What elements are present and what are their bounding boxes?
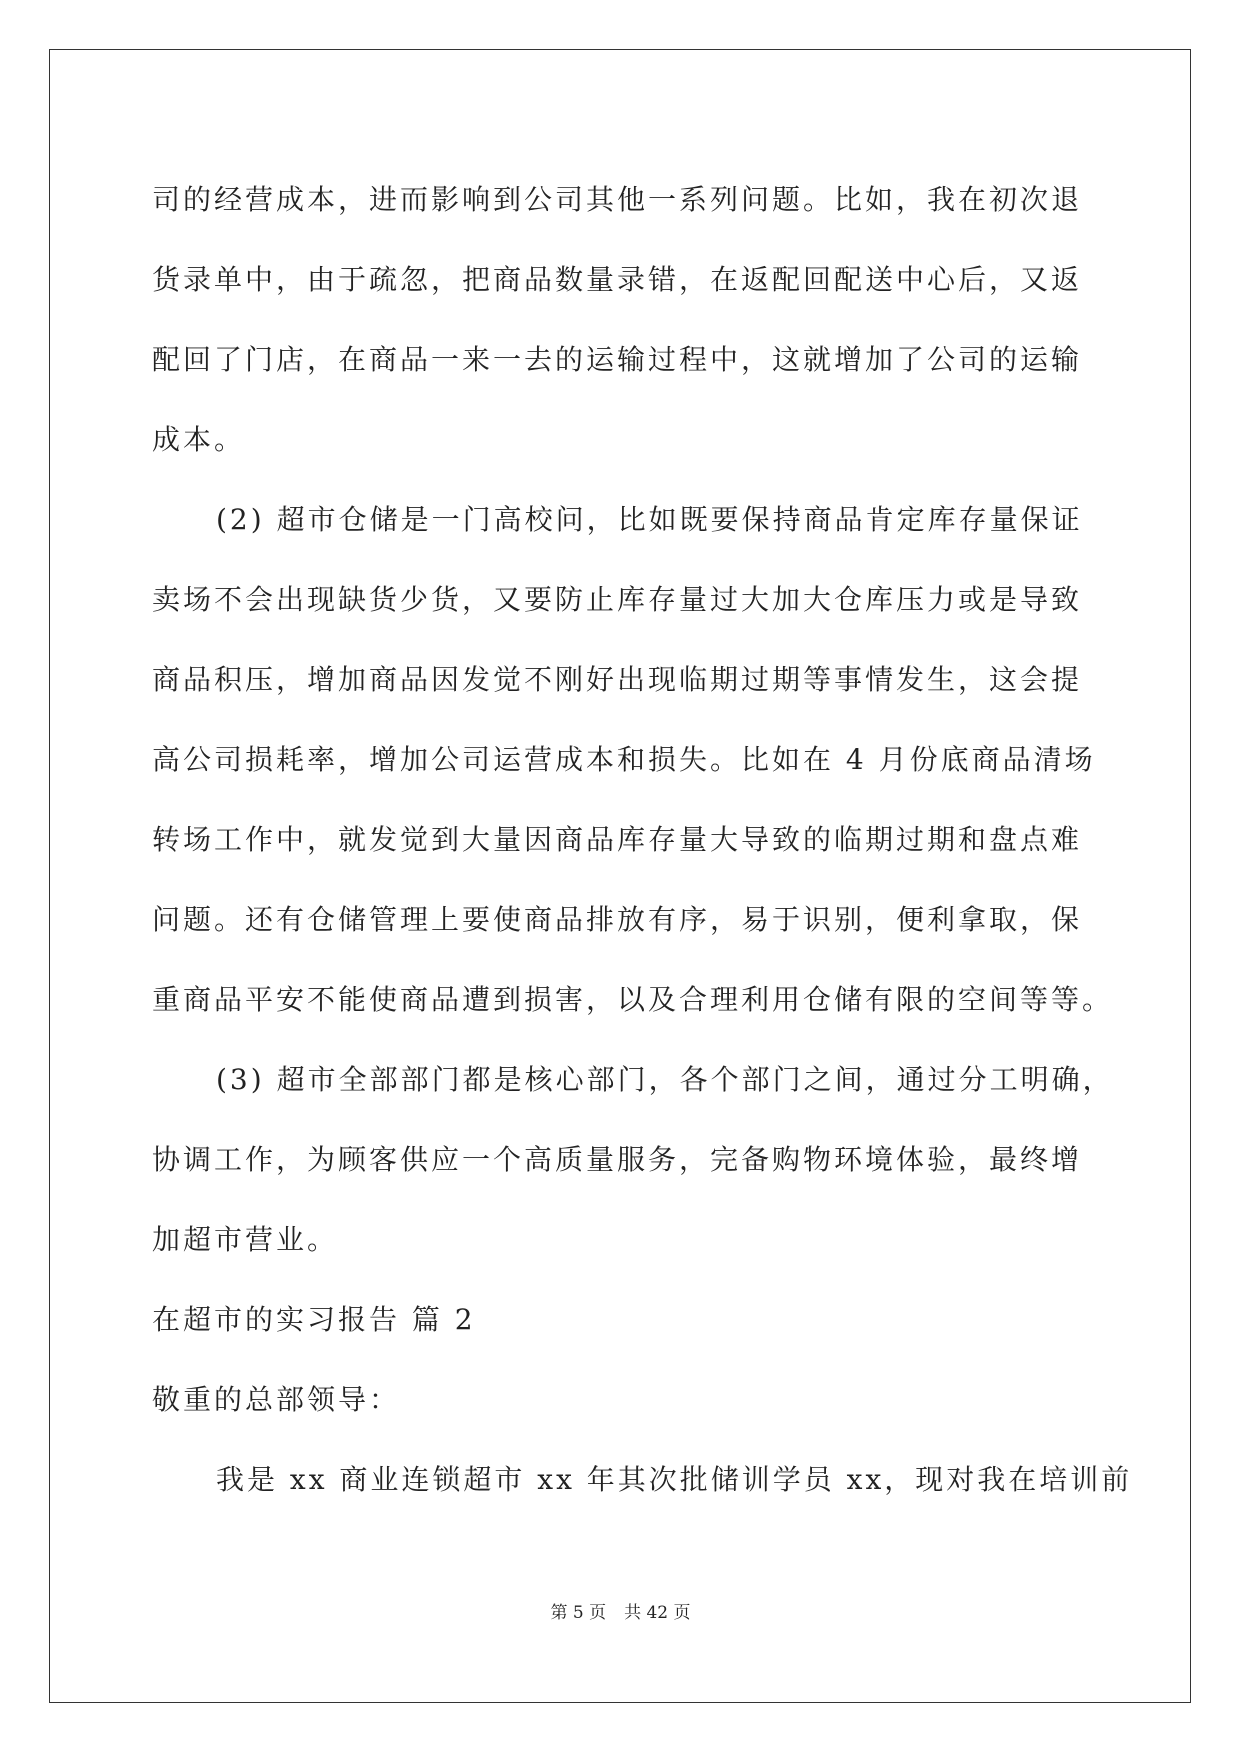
text-line-2: 货录单中，由于疏忽，把商品数量录错，在返配回配送中心后，又返 — [152, 263, 1083, 296]
text-line-14: 加超市营业。 — [152, 1223, 339, 1256]
page-number: 第 5 页 — [550, 1603, 607, 1623]
salutation: 敬重的总部领导： — [152, 1383, 401, 1416]
page-total: 共 42 页 — [624, 1603, 691, 1623]
text-line-8: 高公司损耗率，增加公司运营成本和损失。比如在 4 月份底商品清场 — [152, 743, 1096, 776]
text-line-9: 转场工作中，就发觉到大量因商品库存量大导致的临期过期和盘点难 — [152, 823, 1083, 856]
text-line-1: 司的经营成本，进而影响到公司其他一系列问题。比如，我在初次退 — [152, 183, 1083, 216]
text-line-13: 协调工作，为顾客供应一个高质量服务，完备购物环境体验，最终增 — [152, 1143, 1083, 1176]
text-line-12: (3) 超市全部部门都是核心部门，各个部门之间，通过分工明确， — [216, 1063, 1114, 1096]
text-line-5: (2) 超市仓储是一门高校问，比如既要保持商品肯定库存量保证 — [216, 503, 1083, 536]
text-line-10: 问题。还有仓储管理上要使商品排放有序，易于识别，便利拿取，保 — [152, 903, 1083, 936]
text-line-7: 商品积压，增加商品因发觉不刚好出现临期过期等事情发生，这会提 — [152, 663, 1083, 696]
text-line-3: 配回了门店，在商品一来一去的运输过程中，这就增加了公司的运输 — [152, 343, 1083, 376]
text-line-4: 成本。 — [152, 423, 246, 456]
document-body — [152, 160, 1133, 1520]
section-heading: 在超市的实习报告 篇 2 — [152, 1303, 476, 1336]
text-line-17: 我是 xx 商业连锁超市 xx 年其次批储训学员 xx，现对我在培训前 — [216, 1463, 1133, 1496]
page-footer — [0, 1598, 1241, 1623]
text-line-6: 卖场不会出现缺货少货，又要防止库存量过大加大仓库压力或是导致 — [152, 583, 1083, 616]
text-line-11: 重商品平安不能使商品遭到损害，以及合理利用仓储有限的空间等等。 — [152, 983, 1114, 1016]
